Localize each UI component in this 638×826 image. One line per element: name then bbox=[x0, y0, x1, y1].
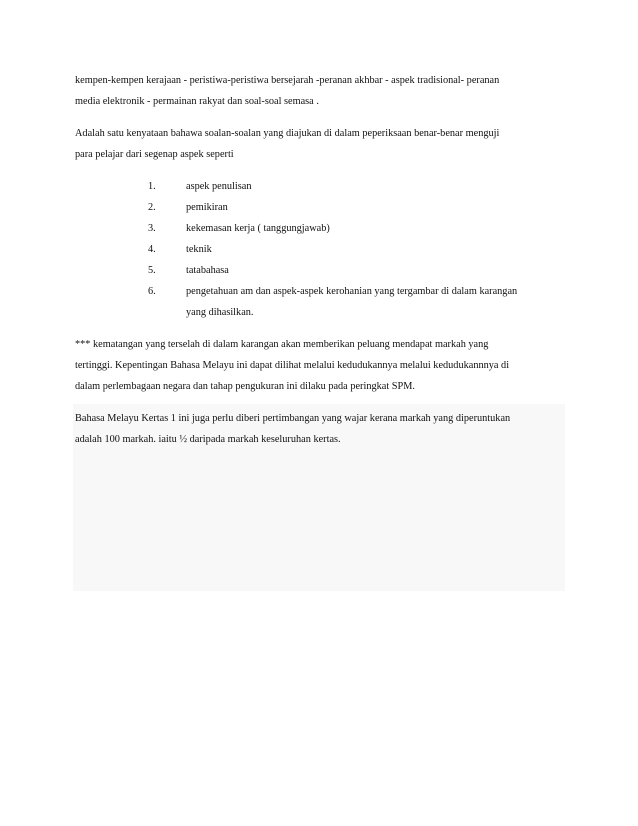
list-item bbox=[75, 281, 565, 323]
list-item bbox=[75, 176, 565, 197]
document-body bbox=[75, 70, 565, 461]
paragraph-intro bbox=[75, 70, 565, 112]
text-line: *** kematangan yang terselah di dalam karangan akan memberikan peluang mendapat markah yang bbox=[75, 339, 489, 350]
text-line: dalam perlembagaan negara dan tahap pengukuran ini dilaku pada peringkat SPM. bbox=[75, 381, 415, 392]
list-text: pemikiran bbox=[186, 202, 228, 213]
list-item bbox=[75, 260, 565, 281]
text-line: media elektronik - permainan rakyat dan soal-soal semasa . bbox=[75, 96, 319, 107]
paragraph-paper-1 bbox=[75, 408, 565, 450]
text-line: tertinggi. Kepentingan Bahasa Melayu ini dapat dilihat melalui kedudukannya melalui kedudukannnya di bbox=[75, 360, 510, 371]
list-number: 4. bbox=[148, 244, 156, 255]
text-line: para pelajar dari segenap aspek seperti bbox=[75, 149, 234, 160]
list-text: tatabahasa bbox=[186, 265, 229, 276]
list-item bbox=[75, 197, 565, 218]
text-line: adalah 100 markah. iaitu ½ daripada markah keseluruhan kertas. bbox=[75, 434, 341, 445]
list-number: 1. bbox=[148, 181, 156, 192]
list-number: 3. bbox=[148, 223, 156, 234]
list-text: pengetahuan am dan aspek-aspek kerohanian yang tergambar di dalam karangan bbox=[186, 286, 518, 297]
list-text: aspek penulisan bbox=[186, 181, 252, 192]
list-number: 5. bbox=[148, 265, 156, 276]
aspect-list bbox=[75, 176, 565, 323]
list-text: teknik bbox=[186, 244, 212, 255]
list-item bbox=[75, 218, 565, 239]
text-line: Adalah satu kenyataan bahawa soalan-soalan yang diajukan di dalam peperiksaan benar-benar menguji bbox=[75, 128, 500, 139]
list-text: yang dihasilkan. bbox=[186, 307, 254, 318]
list-item bbox=[75, 239, 565, 260]
list-number: 2. bbox=[148, 202, 156, 213]
list-number: 6. bbox=[148, 286, 156, 297]
text-line: kempen-kempen kerajaan - peristiwa-peristiwa bersejarah -peranan akhbar - aspek tradisional- peranan bbox=[75, 75, 500, 86]
text-line: Bahasa Melayu Kertas 1 ini juga perlu diberi pertimbangan yang wajar kerana markah yang diperuntukan bbox=[75, 413, 511, 424]
paragraph-maturity bbox=[75, 334, 565, 397]
paragraph-statement bbox=[75, 123, 565, 165]
list-text: kekemasan kerja ( tanggungjawab) bbox=[186, 223, 330, 234]
